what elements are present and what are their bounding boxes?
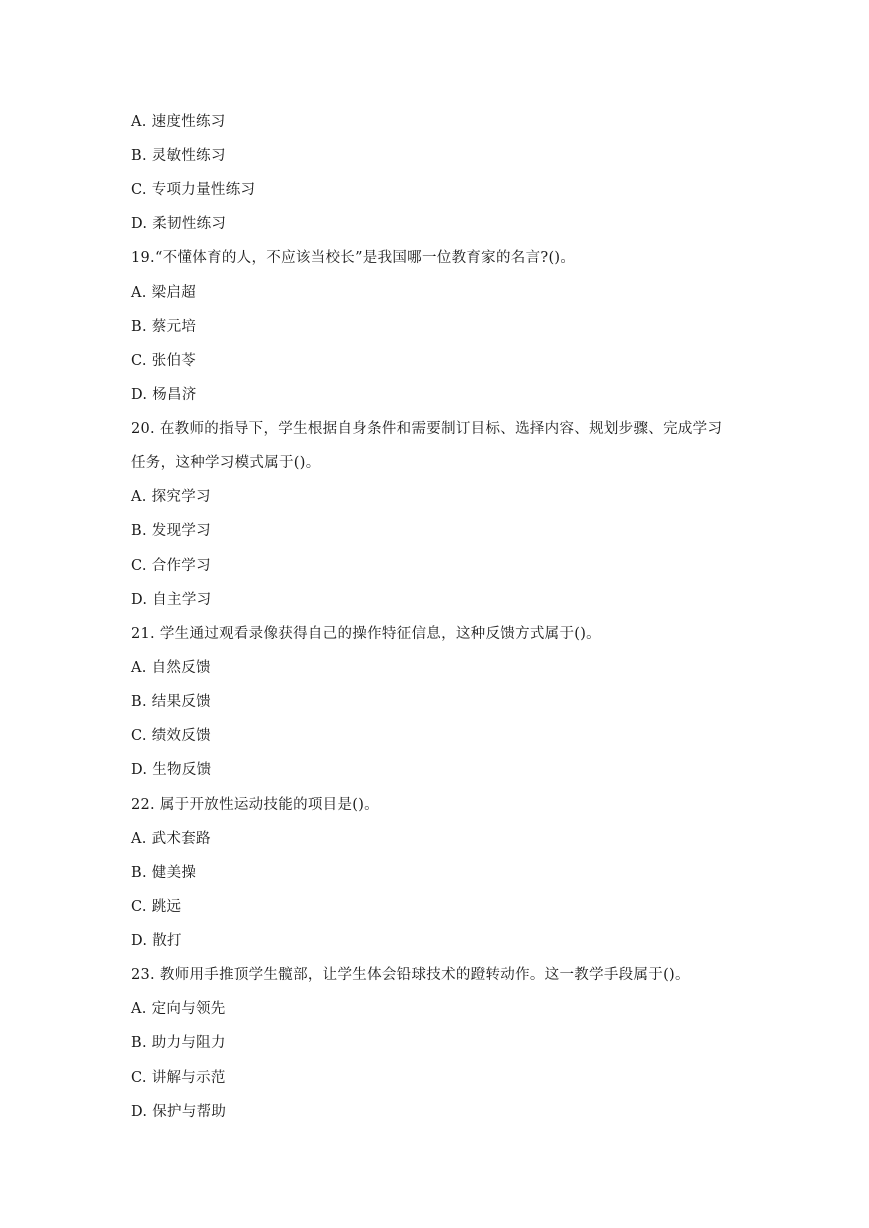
question-21: 21. 学生通过观看录像获得自己的操作特征信息，这种反馈方式属于()。 [131,626,601,642]
option-line: A. 定向与领先 [131,1001,226,1017]
question-20-continued: 任务，这种学习模式属于()。 [131,455,321,471]
option-line: B. 灵敏性练习 [131,148,226,164]
option-line: B. 结果反馈 [131,694,211,710]
option-line: B. 健美操 [131,865,197,881]
option-line: C. 专项力量性练习 [131,182,256,198]
option-line: D. 杨昌济 [131,387,197,403]
option-line: A. 速度性练习 [131,114,226,130]
option-line: C. 张伯苓 [131,353,197,369]
option-line: B. 助力与阻力 [131,1035,226,1051]
option-line: D. 散打 [131,933,182,949]
question-19: 19.“不懂体育的人，不应该当校长”是我国哪一位教育家的名言?()。 [131,250,576,266]
option-line: D. 生物反馈 [131,762,212,778]
option-line: D. 保护与帮助 [131,1104,227,1120]
option-line: D. 自主学习 [131,592,212,608]
option-line: A. 武术套路 [131,831,211,847]
question-22: 22. 属于开放性运动技能的项目是()。 [131,797,379,813]
question-23: 23. 教师用手推顶学生髋部，让学生体会铅球技术的蹬转动作。这一教学手段属于()。 [131,967,690,983]
option-line: B. 蔡元培 [131,319,197,335]
question-20: 20. 在教师的指导下，学生根据自身条件和需要制订目标、选择内容、规划步骤、完成学习 [131,421,723,437]
option-line: C. 跳远 [131,899,182,915]
option-line: C. 讲解与示范 [131,1070,226,1086]
option-line: D. 柔韧性练习 [131,216,227,232]
option-line: C. 绩效反馈 [131,728,211,744]
option-line: A. 梁启超 [131,285,196,301]
option-line: A. 探究学习 [131,489,211,505]
option-line: A. 自然反馈 [131,660,211,676]
option-line: C. 合作学习 [131,558,211,574]
option-line: B. 发现学习 [131,523,211,539]
